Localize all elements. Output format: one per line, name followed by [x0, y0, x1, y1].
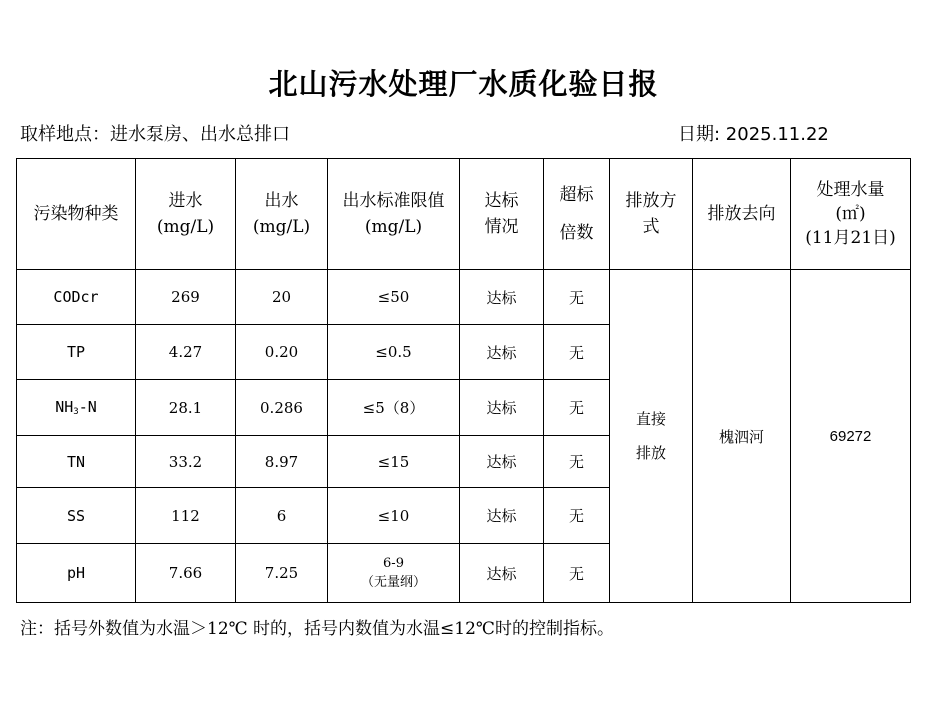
- header-row: [17, 159, 911, 270]
- pollutant-name: $NH_3-N$: [17, 380, 136, 436]
- pollutant-name: TN: [17, 436, 136, 488]
- pollutant-name: pH: [17, 544, 136, 603]
- effluent-value: 0.20: [236, 325, 328, 380]
- exceed-value: 无: [544, 436, 610, 488]
- effluent-value: 8.97: [236, 436, 328, 488]
- effluent-value: 20: [236, 270, 328, 325]
- exceed-value: 无: [544, 380, 610, 436]
- header-pollutant: 污染物种类: [17, 159, 136, 270]
- influent-value: 7.66: [136, 544, 236, 603]
- discharge-destination: 槐泗河: [693, 270, 791, 603]
- influent-value: 33.2: [136, 436, 236, 488]
- status-value: 达标: [460, 380, 544, 436]
- effluent-value: 6: [236, 488, 328, 544]
- status-value: 达标: [460, 544, 544, 603]
- water-quality-table: [16, 158, 911, 603]
- status-value: 达标: [460, 436, 544, 488]
- report-date: 日期: 2025.11.22: [678, 124, 829, 145]
- influent-value: 269: [136, 270, 236, 325]
- exceed-value: 无: [544, 488, 610, 544]
- report-title: 北山污水处理厂水质化验日报: [268, 67, 659, 101]
- table-row: [17, 270, 911, 325]
- limit-value: ≤50: [328, 270, 460, 325]
- status-value: 达标: [460, 325, 544, 380]
- limit-value: ≤10: [328, 488, 460, 544]
- pollutant-name: SS: [17, 488, 136, 544]
- influent-value: 112: [136, 488, 236, 544]
- header-limit: 出水标准限值 (mg/L): [328, 159, 460, 270]
- limit-value: ≤0.5: [328, 325, 460, 380]
- header-status: 达标 情况: [460, 159, 544, 270]
- discharge-method: 直接 排放: [610, 270, 693, 603]
- exceed-value: 无: [544, 325, 610, 380]
- exceed-value: 无: [544, 270, 610, 325]
- treated-volume: 69272: [791, 270, 911, 603]
- sampling-location: 取样地点：进水泵房、出水总排口: [20, 124, 290, 145]
- limit-value: 6-9 （无量纲）: [328, 544, 460, 603]
- pollutant-name: TP: [17, 325, 136, 380]
- header-volume: 处理水量 (㎡) (11月21日): [791, 159, 911, 270]
- footnote: 注：括号外数值为水温＞12℃ 时的，括号内数值为水温≤12℃时的控制指标。: [20, 619, 614, 639]
- header-effluent: 出水 (mg/L): [236, 159, 328, 270]
- header-exceed: 超标 倍数: [544, 159, 610, 270]
- limit-value: ≤5（8）: [328, 380, 460, 436]
- header-influent: 进水 (mg/L): [136, 159, 236, 270]
- influent-value: 4.27: [136, 325, 236, 380]
- pollutant-name: CODcr: [17, 270, 136, 325]
- header-destination: 排放去向: [693, 159, 791, 270]
- limit-value: ≤15: [328, 436, 460, 488]
- header-method: 排放方 式: [610, 159, 693, 270]
- status-value: 达标: [460, 270, 544, 325]
- effluent-value: 7.25: [236, 544, 328, 603]
- influent-value: 28.1: [136, 380, 236, 436]
- exceed-value: 无: [544, 544, 610, 603]
- status-value: 达标: [460, 488, 544, 544]
- effluent-value: 0.286: [236, 380, 328, 436]
